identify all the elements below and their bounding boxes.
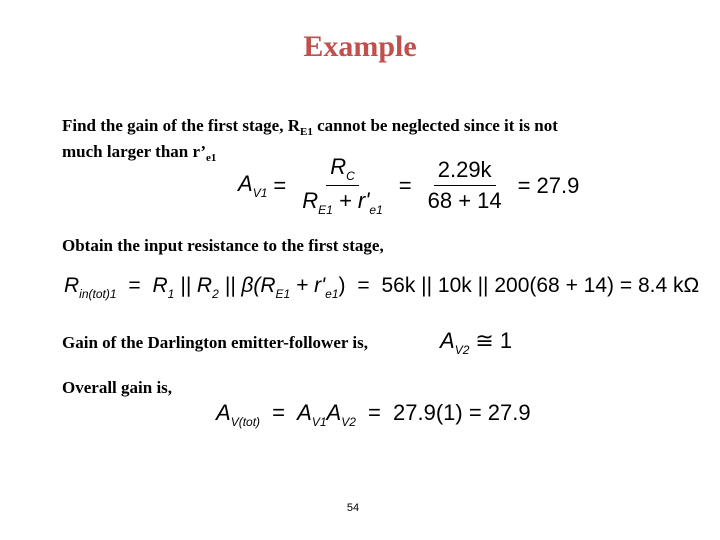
equation-av2: $A_{V2}$ ≅ 1 xyxy=(440,328,513,357)
eq1-fraction-numeric: $\frac{2.29k}{68 + 14}$ xyxy=(427,157,502,213)
p1-line2-subscript: e1 xyxy=(206,152,217,164)
p1-text-before: Find the gain of the first stage, R xyxy=(62,116,300,135)
paragraph-darlington: Gain of the Darlington emitter-follower is, xyxy=(62,333,368,352)
equation-rin: $R_{in(tot)1} = R_1$ || $R_2$ || $\beta(R_{E1} + r'_{e1}) = 56k$ || 10k || 200(68 + 14) = 8.4 kΩ xyxy=(64,274,700,301)
p1-subscript-e1: E1 xyxy=(299,126,313,138)
eq1-lhs: $A_{V1}$ xyxy=(238,171,268,200)
eq1-fraction-symbolic: $\frac{R_C}{R_{E1} + r'_{e1}}$ xyxy=(302,154,383,217)
p1-text-after: cannot be neglected since it is not xyxy=(312,116,558,135)
paragraph-input-resistance: Obtain the input resistance to the first stage, xyxy=(62,236,384,255)
eq2-rhs: 56k || 10k || 200(68 + 14) = 8.4 kΩ xyxy=(381,274,700,297)
equation-av1: $A_{V1}$ = $\frac{R_C}{R_{E1} + r'_{e1}}$ = $\frac{2.29k}{68 + 14}$ = 27.9 xyxy=(238,154,580,217)
eq1-result: 27.9 xyxy=(536,172,580,198)
p1-line2: much larger than r’ xyxy=(62,142,207,161)
page-number: 54 xyxy=(346,502,360,514)
slide-title: Example xyxy=(303,30,417,63)
eq4-rhs: 27.9(1) = 27.9 xyxy=(393,400,531,425)
paragraph-overall-gain: Overall gain is, xyxy=(62,378,173,397)
equation-av-total: $A_{V(tot)} = A_{V1}A_{V2} = 27.9(1) = 27.9$ xyxy=(216,400,531,429)
